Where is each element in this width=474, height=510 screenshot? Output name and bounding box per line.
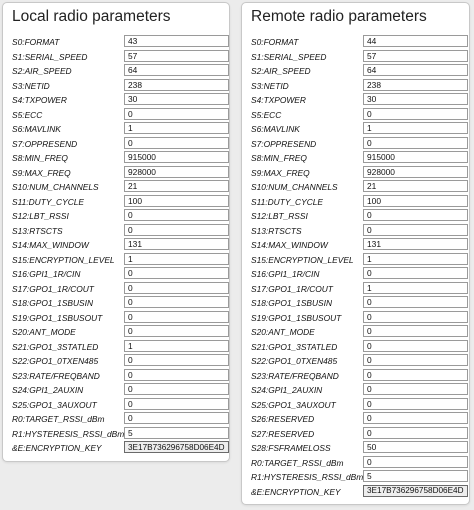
remote-param-label: S26:RESERVED [251,414,315,424]
remote-param-label: S9:MAX_FREQ [251,167,310,178]
local-param-label: S13:RTSCTS [12,225,63,236]
local-param-label: S11:DUTY_CYCLE [12,196,84,207]
local-param-label: S2:AIR_SPEED [12,66,72,76]
local-radio-panel [2,2,230,462]
local-param-label: &E:ENCRYPTION_KEY [12,443,102,453]
remote-gpo1-1sbusout-input[interactable] [363,311,468,323]
local-gpo1-0txen485-input[interactable] [124,354,229,366]
remote-param-label: S6:MAVLINK [251,124,300,134]
remote-gpo1-1r-cout-input[interactable] [363,282,468,294]
local-gpo1-3auxout-input[interactable] [124,398,229,410]
local-param-label: S15:ENCRYPTION_LEVEL [12,254,115,265]
local-param-label: S20:ANT_MODE [12,327,76,337]
local-param-label: S22:GPO1_0TXEN485 [12,356,99,366]
local-param-label: S21:GPO1_3STATLED [12,341,99,352]
local-param-label: S24:GPI1_2AUXIN [12,385,84,395]
local-oppresend-input[interactable] [124,137,229,149]
remote-param-label: S15:ENCRYPTION_LEVEL [251,254,354,265]
remote-gpo1-0txen485-input[interactable] [363,354,468,366]
remote-param-label: S18:GPO1_1SBUSIN [251,298,332,308]
remote-gpi1-2auxin-input[interactable] [363,383,468,395]
remote-num-channels-input[interactable] [363,180,468,192]
remote-param-label: S28:FSFRAMELOSS [251,443,331,453]
local-param-label: S3:NETID [12,80,50,91]
remote-max-freq-input[interactable] [363,166,468,178]
remote-hysteresis-rssi-dbm-input[interactable] [363,470,468,482]
remote-serial-speed-input[interactable] [363,50,468,62]
local-ant-mode-input[interactable] [124,325,229,337]
local-param-label: S18:GPO1_1SBUSIN [12,298,93,308]
local-param-label: S8:MIN_FREQ [12,153,68,163]
remote-rtscts-input[interactable] [363,224,468,236]
remote-param-label: S17:GPO1_1R/COUT [251,283,333,294]
remote-netid-input[interactable] [363,79,468,91]
remote-panel-title: Remote radio parameters [251,8,427,25]
local-param-label: S19:GPO1_1SBUSOUT [12,312,103,323]
local-gpo1-1sbusin-input[interactable] [124,296,229,308]
local-param-label: S12:LBT_RSSI [12,211,69,221]
local-netid-input[interactable] [124,79,229,91]
remote-fsframeloss-input[interactable] [363,441,468,453]
remote-ecc-input[interactable] [363,108,468,120]
local-ecc-input[interactable] [124,108,229,120]
local-param-label: R0:TARGET_RSSI_dBm [12,414,105,424]
remote-param-label: S4:TXPOWER [251,95,306,105]
local-encryption-key-input[interactable] [124,441,229,453]
local-param-label: S5:ECC [12,109,43,120]
local-air-speed-input[interactable] [124,64,229,76]
remote-param-label: S3:NETID [251,80,289,91]
remote-param-label: S27:RESERVED [251,428,315,439]
remote-param-label: S23:RATE/FREQBAND [251,370,339,381]
remote-reserved-input[interactable] [363,427,468,439]
remote-param-label: S13:RTSCTS [251,225,302,236]
remote-param-label: S21:GPO1_3STATLED [251,341,338,352]
remote-param-label: S19:GPO1_1SBUSOUT [251,312,342,323]
remote-param-label: S12:LBT_RSSI [251,211,308,221]
local-txpower-input[interactable] [124,93,229,105]
remote-param-label: S20:ANT_MODE [251,327,315,337]
local-min-freq-input[interactable] [124,151,229,163]
local-param-label: R1:HYSTERESIS_RSSI_dBm [12,428,125,439]
remote-param-label: S5:ECC [251,109,282,120]
remote-param-label: &E:ENCRYPTION_KEY [251,486,341,497]
local-param-label: S16:GPI1_1R/CIN [12,269,81,279]
local-param-label: S4:TXPOWER [12,95,67,105]
local-serial-speed-input[interactable] [124,50,229,62]
local-encryption-level-input[interactable] [124,253,229,265]
remote-rate-freqband-input[interactable] [363,369,468,381]
remote-param-label: S11:DUTY_CYCLE [251,196,323,207]
local-hysteresis-rssi-dbm-input[interactable] [124,427,229,439]
local-rate-freqband-input[interactable] [124,369,229,381]
remote-param-label: S14:MAX_WINDOW [251,240,328,250]
remote-format-input[interactable] [363,35,468,47]
remote-param-label: S16:GPI1_1R/CIN [251,269,320,279]
remote-param-label: S8:MIN_FREQ [251,153,307,163]
local-param-label: S10:NUM_CHANNELS [12,182,99,192]
local-target-rssi-dbm-input[interactable] [124,412,229,424]
local-param-label: S7:OPPRESEND [12,138,78,149]
remote-param-label: S24:GPI1_2AUXIN [251,385,323,395]
local-lbt-rssi-input[interactable] [124,209,229,221]
local-gpo1-3statled-input[interactable] [124,340,229,352]
remote-param-label: S2:AIR_SPEED [251,66,311,76]
remote-txpower-input[interactable] [363,93,468,105]
remote-max-window-input[interactable] [363,238,468,250]
local-max-freq-input[interactable] [124,166,229,178]
remote-oppresend-input[interactable] [363,137,468,149]
local-panel-title: Local radio parameters [12,8,171,25]
remote-mavlink-input[interactable] [363,122,468,134]
local-param-label: S14:MAX_WINDOW [12,240,89,250]
remote-radio-panel [241,2,470,505]
remote-param-label: S22:GPO1_0TXEN485 [251,356,338,366]
remote-lbt-rssi-input[interactable] [363,209,468,221]
remote-duty-cycle-input[interactable] [363,195,468,207]
remote-param-label: S7:OPPRESEND [251,138,317,149]
remote-ant-mode-input[interactable] [363,325,468,337]
local-rtscts-input[interactable] [124,224,229,236]
local-param-label: S17:GPO1_1R/COUT [12,283,94,294]
local-max-window-input[interactable] [124,238,229,250]
remote-reserved-input[interactable] [363,412,468,424]
local-param-label: S6:MAVLINK [12,124,61,134]
local-format-input[interactable] [124,35,229,47]
local-param-label: S1:SERIAL_SPEED [12,51,88,62]
local-param-label: S25:GPO1_3AUXOUT [12,399,97,410]
local-num-channels-input[interactable] [124,180,229,192]
local-gpi1-2auxin-input[interactable] [124,383,229,395]
remote-param-label: S1:SERIAL_SPEED [251,51,327,62]
remote-encryption-key-input[interactable] [363,485,468,497]
remote-gpo1-3statled-input[interactable] [363,340,468,352]
remote-gpo1-1sbusin-input[interactable] [363,296,468,308]
remote-gpi1-1r-cin-input[interactable] [363,267,468,279]
local-gpo1-1sbusout-input[interactable] [124,311,229,323]
local-param-label: S23:RATE/FREQBAND [12,370,100,381]
remote-target-rssi-dbm-input[interactable] [363,456,468,468]
remote-encryption-level-input[interactable] [363,253,468,265]
remote-param-label: S0:FORMAT [251,37,299,47]
remote-param-label: R1:HYSTERESIS_RSSI_dBm [251,472,364,482]
remote-air-speed-input[interactable] [363,64,468,76]
local-gpi1-1r-cin-input[interactable] [124,267,229,279]
remote-param-label: S25:GPO1_3AUXOUT [251,399,336,410]
local-param-label: S0:FORMAT [12,37,60,47]
local-gpo1-1r-cout-input[interactable] [124,282,229,294]
local-mavlink-input[interactable] [124,122,229,134]
remote-param-label: R0:TARGET_RSSI_dBm [251,457,344,468]
remote-min-freq-input[interactable] [363,151,468,163]
remote-gpo1-3auxout-input[interactable] [363,398,468,410]
local-duty-cycle-input[interactable] [124,195,229,207]
local-param-label: S9:MAX_FREQ [12,167,71,178]
remote-param-label: S10:NUM_CHANNELS [251,182,338,192]
